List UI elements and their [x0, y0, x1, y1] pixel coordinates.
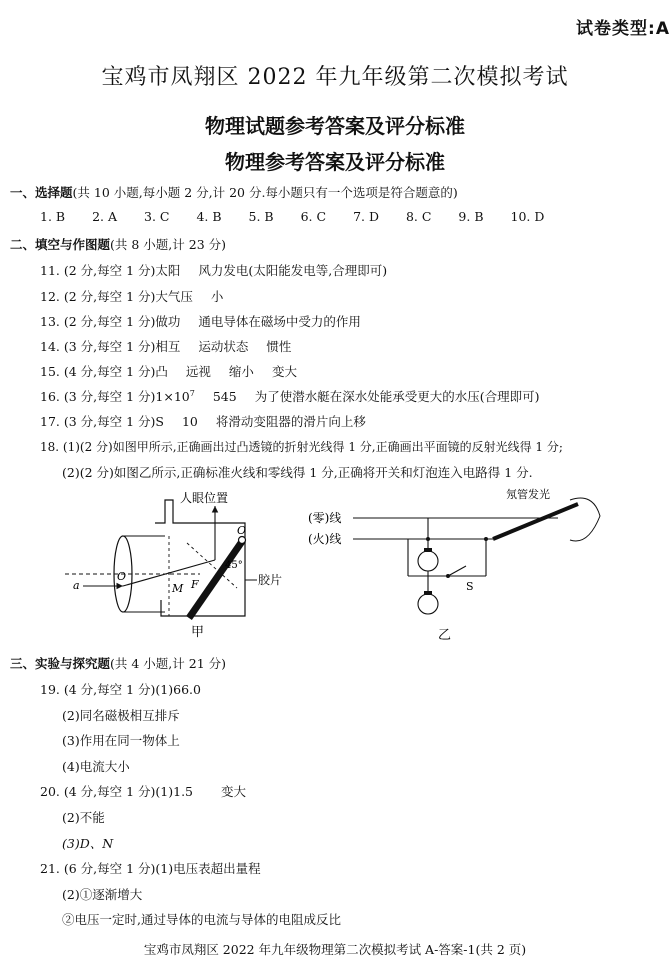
q15-a1: 15. (4 分,每空 1 分)凸	[40, 364, 168, 379]
section-2-title: 二、填空与作图题	[10, 237, 111, 252]
section-3-desc: (共 4 小题,计 21 分)	[110, 656, 226, 671]
answer-q15	[40, 362, 297, 380]
bulb-1-icon	[418, 551, 438, 571]
subtitle-1: 物理试题参考答案及评分标准	[205, 114, 465, 138]
focus-label: F	[191, 578, 199, 591]
q12-a1: 12. (2 分,每空 1 分)大气压	[40, 289, 193, 304]
q16-a1: 16. (3 分,每空 1 分)1×10	[40, 389, 190, 404]
test-pen	[493, 504, 578, 539]
neutral-label: (零)线	[308, 511, 342, 525]
figure-a-optics	[65, 488, 295, 646]
q11-a2: 风力发电(太阳能发电等,合理即可)	[198, 263, 388, 278]
answer-q17	[40, 412, 366, 430]
q14-a1: 14. (3 分,每空 1 分)相互	[40, 339, 181, 354]
q14-a2: 运动状态	[198, 339, 249, 354]
section-3-heading	[10, 654, 226, 672]
q16-a2: 545	[212, 389, 237, 404]
pivot-label: O	[237, 524, 247, 537]
switch-label: S	[466, 580, 474, 593]
answer-q19-3: (3)作用在同一物体上	[62, 733, 180, 748]
eye-position-label: 人眼位置	[180, 491, 229, 505]
q17-a3: 将滑动变阻器的滑片向上移	[215, 414, 366, 429]
answer-1: 1. B	[40, 209, 66, 224]
q12-a2: 小	[210, 289, 224, 304]
answer-q20-1	[40, 782, 246, 800]
answer-6: 6. C	[300, 209, 327, 224]
answer-q16	[40, 387, 539, 405]
answer-q18-part1: 18. (1)(2 分)如图甲所示,正确画出过凸透镜的折射光线得 1 分,正确画出平面镜的反射光线得 1 分;	[40, 440, 563, 454]
q16-exponent: 7	[189, 388, 195, 398]
exam-title: 宝鸡市凤翔区 2022 年九年级第二次模拟考试	[101, 65, 569, 90]
q17-a1: 17. (3 分,每空 1 分)S	[40, 414, 164, 429]
answer-q19-4: (4)电流大小	[62, 759, 130, 774]
q16-a3: 为了使潜水艇在深水处能承受更大的水压(合理即可)	[254, 389, 540, 404]
q13-a2: 通电导体在磁场中受力的作用	[198, 314, 361, 329]
answer-5: 5. B	[248, 209, 274, 224]
answer-q21-2: (2)①逐渐增大	[62, 887, 143, 902]
switch	[448, 566, 466, 576]
section-2-heading	[10, 235, 226, 253]
answer-2: 2. A	[92, 209, 118, 224]
q15-a3: 缩小	[228, 364, 254, 379]
q13-a1: 13. (2 分,每空 1 分)做功	[40, 314, 181, 329]
answer-7: 7. D	[353, 209, 379, 224]
figure-a-label: 甲	[191, 625, 205, 640]
section-2-desc: (共 8 小题,计 23 分)	[110, 237, 226, 252]
section-1-heading	[10, 183, 458, 201]
section-3-title: 三、实验与探究题	[10, 656, 111, 671]
q11-a1: 11. (2 分,每空 1 分)太阳	[40, 263, 181, 278]
live-label: (火)线	[308, 532, 342, 546]
answer-q13	[40, 312, 361, 330]
bulb-2-icon	[418, 594, 438, 614]
pivot	[239, 537, 246, 544]
answer-9: 9. B	[458, 209, 484, 224]
answer-q11	[40, 261, 387, 279]
answer-10: 10. D	[510, 209, 545, 224]
q20-a1: 20. (4 分,每空 1 分)(1)1.5	[40, 784, 193, 799]
answer-q12	[40, 287, 223, 305]
answer-q18-part2: (2)(2 分)如图乙所示,正确标准火线和零线得 1 分,正确将开关和灯泡连入电路得 1 分.	[62, 465, 533, 480]
q15-a2: 远视	[185, 364, 211, 379]
paper-type-label: 试卷类型:A	[576, 19, 670, 39]
neon-glow-label: 氖管发光	[506, 488, 550, 501]
answer-q20-3: (3)D、N	[62, 836, 114, 851]
section-1-desc: (共 10 小题,每小题 2 分,计 20 分.每小题只有一个选项是符合题意的)	[72, 185, 458, 200]
figure-b-label: 乙	[438, 628, 452, 643]
section-1-title: 一、选择题	[10, 185, 73, 200]
film-label: 胶片	[258, 573, 283, 587]
figure-b-circuit	[308, 486, 608, 646]
choice-answers	[40, 209, 567, 224]
answer-q19-1: 19. (4 分,每空 1 分)(1)66.0	[40, 682, 201, 697]
q15-a4: 变大	[271, 364, 297, 379]
answer-8: 8. C	[405, 209, 432, 224]
subtitle-2: 物理参考答案及评分标准	[225, 150, 445, 174]
lens-center-label: O	[117, 570, 127, 583]
answer-3: 3. C	[144, 209, 170, 224]
q14-a3: 惯性	[266, 339, 292, 354]
answer-4: 4. B	[196, 209, 222, 224]
q20-a2: 变大	[221, 784, 247, 799]
answer-q21-3: ②电压一定时,通过导体的电流与导体的电阻成反比	[62, 912, 341, 927]
page-footer: 宝鸡市凤翔区 2022 年九年级物理第二次模拟考试 A-答案-1(共 2 页)	[143, 942, 527, 957]
mirror-label: M	[172, 582, 184, 595]
answer-q14	[40, 337, 291, 355]
answer-q20-2: (2)不能	[62, 810, 105, 825]
ray-label: a	[73, 579, 80, 592]
angle-label: 45°	[225, 560, 243, 571]
q17-a2: 10	[181, 414, 198, 429]
answer-q19-2: (2)同名磁极相互排斥	[62, 708, 180, 723]
answer-q21-1: 21. (6 分,每空 1 分)(1)电压表超出量程	[40, 861, 261, 876]
